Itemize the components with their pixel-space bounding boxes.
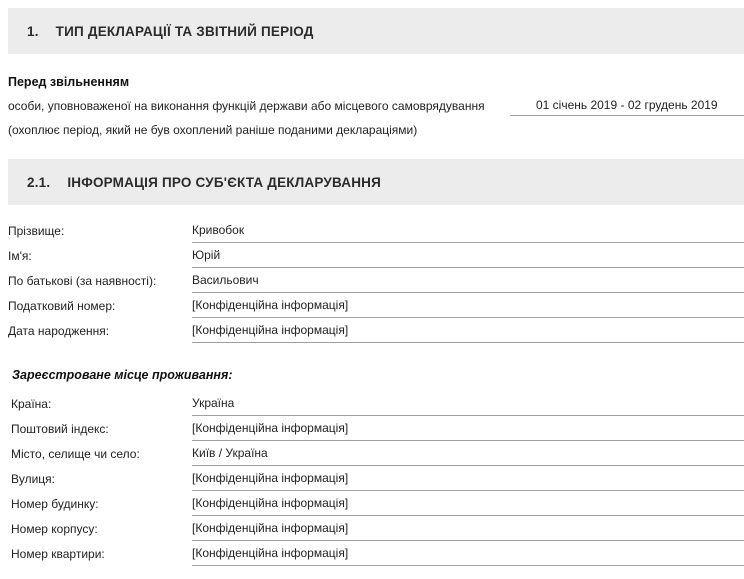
period-note-text: (охоплює період, який не був охоплений раніше поданими деклараціями) — [8, 123, 418, 137]
field-label: Номер будинку: — [11, 496, 99, 511]
field-label: Прізвище: — [8, 223, 65, 238]
section-2-1-number: 2.1. — [27, 174, 51, 190]
field-row-birth-date — [0, 318, 744, 343]
subject-fields-table — [0, 218, 744, 343]
field-value: [Конфіденційна інформація] — [192, 541, 744, 566]
residence-heading: Зареєстроване місце проживання: — [12, 368, 233, 382]
subject-description-text: особи, уповноваженої на виконання функцій держави або місцевого самоврядування — [8, 99, 485, 113]
field-label: Податковий номер: — [8, 298, 116, 313]
field-value: [Конфіденційна інформація] — [192, 416, 744, 441]
field-row-patronymic — [0, 268, 744, 293]
field-label: Номер квартири: — [11, 546, 105, 561]
section-2-1-header — [8, 159, 744, 205]
section-1-header — [8, 8, 744, 54]
field-label: Номер корпусу: — [11, 521, 98, 536]
section-1-body — [8, 75, 744, 137]
field-label: Поштовий індекс: — [11, 421, 109, 436]
field-row-surname — [0, 218, 744, 243]
field-label: Ім'я: — [8, 248, 32, 263]
field-value: Україна — [192, 391, 744, 416]
field-value: Кривобок — [192, 218, 744, 243]
field-value: [Конфіденційна інформація] — [192, 491, 744, 516]
field-label: Країна: — [11, 396, 52, 411]
field-row-tax-number — [0, 293, 744, 318]
field-value: [Конфіденційна інформація] — [192, 516, 744, 541]
field-label: Вулиця: — [11, 471, 56, 486]
field-value: Київ / Україна — [192, 441, 744, 466]
field-row-block-number — [0, 516, 744, 541]
field-label: Дата народження: — [8, 323, 110, 338]
reporting-period-field: 01 січень 2019 - 02 грудень 2019 — [510, 98, 744, 116]
field-row-apartment-number — [0, 541, 744, 566]
section-2-1-title: ІНФОРМАЦІЯ ПРО СУБ'ЄКТА ДЕКЛАРУВАННЯ — [67, 174, 382, 190]
field-value: [Конфіденційна інформація] — [192, 293, 744, 318]
field-row-city — [0, 441, 744, 466]
field-row-street — [0, 466, 744, 491]
section-1-title: ТИП ДЕКЛАРАЦІЇ ТА ЗВІТНИЙ ПЕРІОД — [55, 23, 314, 39]
section-1-number: 1. — [27, 23, 39, 39]
field-row-first-name — [0, 243, 744, 268]
field-value: [Конфіденційна інформація] — [192, 466, 744, 491]
field-row-postal-code — [0, 416, 744, 441]
field-label: По батькові (за наявності): — [8, 273, 157, 288]
field-row-building-number — [0, 491, 744, 516]
declaration-type-label: Перед звільненням — [8, 75, 130, 89]
field-value: Юрій — [192, 243, 744, 268]
reporting-period-row — [8, 98, 744, 116]
field-label: Місто, селище чи село: — [11, 446, 140, 461]
field-row-country — [0, 391, 744, 416]
field-value: Васильович — [192, 268, 744, 293]
residence-fields-table — [0, 391, 744, 566]
field-value: [Конфіденційна інформація] — [192, 318, 744, 343]
